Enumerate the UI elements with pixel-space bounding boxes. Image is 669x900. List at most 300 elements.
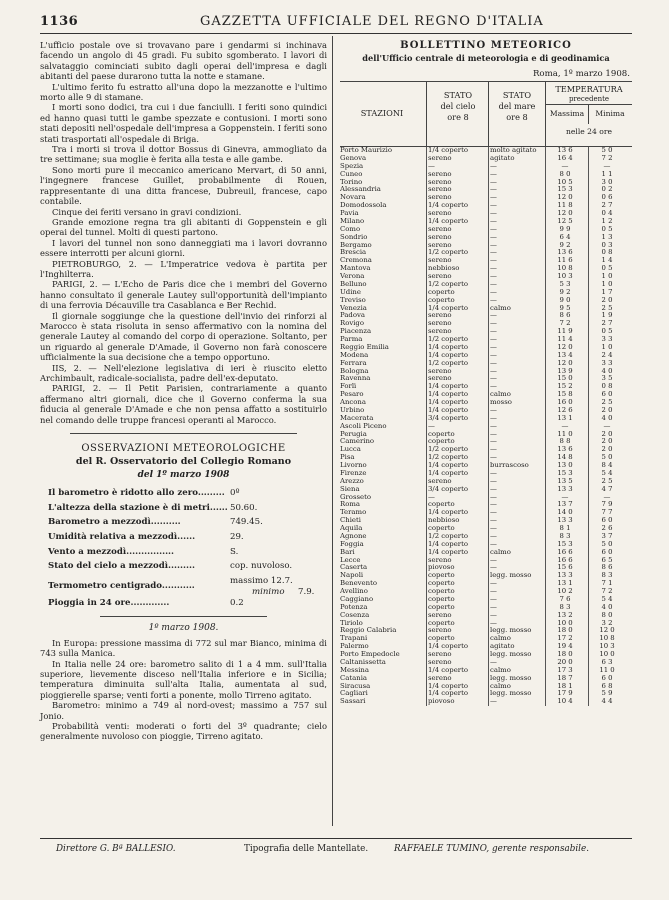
temp-max: 20 0 xyxy=(557,657,573,666)
temp-max: 18 0 xyxy=(557,626,573,635)
sea-state: — xyxy=(490,217,497,225)
temp-max: 8 0 xyxy=(559,169,571,178)
sea-state: calmo xyxy=(490,666,511,674)
station-name: Forlì xyxy=(340,383,357,391)
station-name: Tiriolo xyxy=(340,619,363,627)
temp-min: 1 9 xyxy=(601,311,613,320)
sea-state: — xyxy=(490,383,497,391)
temp-min: 7 7 xyxy=(601,508,613,517)
sky-state: coperto xyxy=(428,430,455,438)
station-name: Cosenza xyxy=(340,611,370,619)
temp-max: 18 1 xyxy=(557,681,573,690)
station-name: Ascoli Piceno xyxy=(340,422,387,430)
station-name: Foggia xyxy=(340,540,364,548)
sky-state: sereno xyxy=(428,233,452,241)
observation-row xyxy=(40,488,327,503)
sea-state: — xyxy=(490,501,497,509)
bulletin-title: BOLLETTINO METEORICO xyxy=(400,40,572,51)
temp-max: 8 1 xyxy=(559,524,571,532)
temp-min: 4 7 xyxy=(601,484,613,493)
station-name: Milano xyxy=(340,217,365,225)
sky-state: — xyxy=(428,493,435,501)
temp-max: 19 4 xyxy=(557,642,573,651)
temp-max: 9 9 xyxy=(559,224,571,233)
temp-min: 6 5 xyxy=(601,555,613,564)
temp-min: 5 9 xyxy=(601,689,613,698)
sky-state: — xyxy=(428,162,435,170)
observations-date: del 1º marzo 1908 xyxy=(137,469,230,480)
station-name: Sassari xyxy=(340,698,366,706)
temp-max: 18 7 xyxy=(557,673,573,682)
sky-state: sereno xyxy=(428,154,452,162)
station-name: Firenze xyxy=(340,469,367,477)
station-name: Perugia xyxy=(340,430,367,438)
sky-state: 1/4 coperto xyxy=(428,682,468,690)
sea-state: calmo xyxy=(490,635,511,643)
station-name: Arezzo xyxy=(340,477,364,485)
station-name: Reggio Emilia xyxy=(340,343,389,351)
news-article xyxy=(40,40,327,425)
observation-label: Barometro a mezzodì.......... xyxy=(48,517,181,528)
station-name: Teramo xyxy=(340,509,367,517)
observation-value: cop. nuvoloso. xyxy=(230,561,293,572)
sky-state: 1/2 coperto xyxy=(428,532,468,540)
right-column xyxy=(340,40,632,706)
temp-max: 13 6 xyxy=(557,248,573,257)
temp-max: 12 6 xyxy=(557,405,573,414)
column-rule xyxy=(488,147,489,706)
sky-state: sereno xyxy=(428,178,452,186)
sea-state: — xyxy=(490,525,497,532)
header-period: nelle 24 ore xyxy=(566,127,612,136)
observations-note: In Europa: pressione massima di 772 sul mar Bianco, minima di 743 sulla Manica. xyxy=(40,637,327,659)
sea-state: — xyxy=(490,336,497,343)
observations-note: Probabilità venti: moderati o forti del 3º quadrante; cielo generalmente nuvoloso con pioggie, Tirreno agitato. xyxy=(40,721,327,742)
temp-max: 14 0 xyxy=(557,508,573,517)
station-name: Modena xyxy=(340,351,369,359)
temp-max: 13 5 xyxy=(557,476,573,485)
station-name: Chieti xyxy=(340,517,361,525)
sky-state: 1/4 coperto xyxy=(428,540,468,548)
temp-max: 15 2 xyxy=(557,382,573,391)
sea-state: agitato xyxy=(490,643,515,651)
station-name: Ravenna xyxy=(340,375,371,383)
station-name: Palermo xyxy=(340,643,369,651)
temp-min: 2 5 xyxy=(601,476,613,485)
sky-state: 1/4 coperto xyxy=(428,351,468,359)
page-number: 1136 xyxy=(40,14,79,29)
sea-state: — xyxy=(490,312,497,320)
temp-max: 14 8 xyxy=(557,453,573,462)
page-footer xyxy=(40,844,632,858)
sky-state: 1/4 coperto xyxy=(428,666,468,674)
station-name: Domodossola xyxy=(340,202,387,210)
page-header xyxy=(40,14,630,32)
sky-state: 1/4 coperto xyxy=(428,202,468,210)
sky-state: 1/2 coperto xyxy=(428,454,468,462)
temp-min: 7 2 xyxy=(601,587,613,595)
temp-min: 2 0 xyxy=(601,405,613,414)
sea-state: legg. mosso xyxy=(490,674,532,682)
observation-value: S. xyxy=(230,546,239,557)
sea-state: — xyxy=(490,280,497,288)
observation-value: 0.2 xyxy=(230,597,244,608)
article-paragraph: L'ufficio postale ove si trovavano pare i gendarmi si inchinava facendo un angolo di 45 gradi. Fu subito sgomberato. I lavori di salvataggio cominciati subito dagli operai dell'impresa e dagli abitanti del paese durarono tutta la notte e stamane. xyxy=(40,40,327,82)
temp-min: 3 3 xyxy=(601,335,613,343)
temp-max: 8 8 xyxy=(559,437,571,446)
header-min: Minima xyxy=(595,109,625,118)
footer-director: Direttore G. Bª BALLESIO. xyxy=(56,844,176,854)
sky-state: piovoso xyxy=(428,698,455,706)
article-paragraph: I morti sono dodici, tra cui i due fanciulli. I feriti sono quindici ed hanno quasi tutti le gambe spezzate e contusioni. I morti sono stati depositi nell'ospedale dell'impresa a Goppenstein. I feriti sono stati trasportati all'ospedale di Briga. xyxy=(40,102,327,144)
sea-state: — xyxy=(490,367,497,375)
sea-state: — xyxy=(490,233,497,241)
column-rule xyxy=(588,147,589,706)
station-name: Bologna xyxy=(340,367,369,375)
temp-max: 13 3 xyxy=(557,484,573,493)
article-paragraph: PIETROBURGO, 2. — L'Imperatrice vedova è partita per l'Inghilterra. xyxy=(40,258,327,279)
station-name: Treviso xyxy=(340,296,366,304)
article-paragraph: Cinque dei feriti versano in gravi condizioni. xyxy=(52,206,242,217)
temp-max: 10 5 xyxy=(557,177,573,186)
sky-state: coperto xyxy=(428,595,455,603)
sky-state: 1/2 coperto xyxy=(428,446,468,454)
temp-max: 13 9 xyxy=(557,366,573,375)
temp-min: 8 0 xyxy=(601,610,613,619)
temp-min: 1 7 xyxy=(601,287,613,296)
observation-row xyxy=(40,561,327,576)
temp-min: 6 0 xyxy=(601,516,613,525)
temp-min: 1 1 xyxy=(601,169,613,178)
sky-state: 1/2 coperto xyxy=(428,359,468,367)
temp-min: 6 0 xyxy=(601,390,613,399)
temp-max: 15 8 xyxy=(557,390,573,399)
sea-state: — xyxy=(490,210,497,217)
temp-min: 0 5 xyxy=(601,264,613,273)
sea-state: — xyxy=(490,225,497,233)
temp-max: 13 1 xyxy=(557,579,573,588)
station-name: Caltanissetta xyxy=(340,658,386,666)
sky-state: sereno xyxy=(428,273,452,280)
column-divider xyxy=(332,36,333,826)
temp-max: 11 4 xyxy=(557,335,573,343)
station-name: Siena xyxy=(340,485,360,493)
temp-min: 4 0 xyxy=(601,602,613,611)
temp-min: — xyxy=(603,161,611,170)
sea-state: molto agitato xyxy=(490,147,537,154)
sky-state: sereno xyxy=(428,627,452,635)
sea-state: — xyxy=(490,430,497,438)
header-max: Massima xyxy=(549,109,585,118)
article-paragraph: IIS, 2. — Nell'elezione legislativa di ieri è riuscito eletto Archimbault, radicale-socialista, padre dell'ex-deputato. xyxy=(40,362,327,383)
temp-min: 5 4 xyxy=(601,468,613,477)
station-name: Spezia xyxy=(340,162,364,170)
station-name: Sondrio xyxy=(340,233,368,241)
sea-state: — xyxy=(490,422,497,430)
observation-extra-label: minimo xyxy=(252,586,285,597)
temp-min: 0 5 xyxy=(601,327,613,336)
observation-value: 749.45. xyxy=(230,517,263,528)
sea-state: — xyxy=(490,320,497,328)
temp-max: 9 5 xyxy=(559,303,571,312)
temp-min: 0 5 xyxy=(601,224,613,233)
header-sea-line3: ore 8 xyxy=(506,112,528,122)
sea-state: — xyxy=(490,469,497,477)
sky-state: coperto xyxy=(428,635,455,643)
sea-state: — xyxy=(490,446,497,454)
article-paragraph: Il giornale soggiunge che la questione dell'invio dei rinforzi al Marocco è stata risoluta in senso affermativo con la nomina del generale Lautey al comando del corpo di operazione. Soltanto, per un riguardo al generale D'Amade, il Governo non farà conoscere ufficialmente la sua decisione che a tempo opportuno. xyxy=(40,310,327,363)
sky-state: coperto xyxy=(428,501,455,509)
sky-state: piovoso xyxy=(428,564,455,572)
station-name: Lucca xyxy=(340,446,361,454)
station-name: Verona xyxy=(340,273,365,280)
sea-state: — xyxy=(490,241,497,249)
station-name: Caggiano xyxy=(340,595,374,603)
sea-state: — xyxy=(490,288,497,296)
sea-state: — xyxy=(490,414,497,422)
station-name: Belluno xyxy=(340,280,367,288)
sky-state: sereno xyxy=(428,186,452,194)
station-name: Reggio Calabria xyxy=(340,627,397,635)
station-name: Aquila xyxy=(340,525,363,532)
station-name: Torino xyxy=(340,178,363,186)
sky-state: 1/4 coperto xyxy=(428,383,468,391)
observation-row xyxy=(40,598,327,613)
header-sea xyxy=(490,90,544,123)
sea-state: — xyxy=(490,178,497,186)
temp-max: 12 0 xyxy=(557,358,573,367)
temp-max: 13 7 xyxy=(557,500,573,509)
sky-state: sereno xyxy=(428,170,452,178)
observation-label: L'altezza della stazione è di metri...... xyxy=(48,502,228,513)
temp-min: 7 1 xyxy=(601,579,613,588)
temp-max: 7 6 xyxy=(559,594,571,603)
sea-state: — xyxy=(490,375,497,383)
sea-state: burrascoso xyxy=(490,462,529,469)
observation-label: Pioggia in 24 ore............. xyxy=(48,597,170,608)
sea-state: — xyxy=(490,588,497,595)
sky-state: 1/4 coperto xyxy=(428,406,468,414)
sky-state: coperto xyxy=(428,619,455,627)
temp-max: 7 2 xyxy=(559,319,571,328)
article-paragraph: PARIGI, 2. — L'Echo de Paris dice che i membri del Governo hanno consultato il generale Lautey sull'opportunità dell'impianto di una ferrovia Décauville tra Casablanca e Ber Rechid. xyxy=(40,279,327,311)
station-name: Brescia xyxy=(340,249,367,257)
temp-min: 6 3 xyxy=(601,657,613,666)
temp-min: 3 7 xyxy=(601,531,613,540)
station-name: Bari xyxy=(340,548,355,556)
temp-min: 1 0 xyxy=(601,272,613,280)
sky-state: sereno xyxy=(428,651,452,658)
sea-state: — xyxy=(490,580,497,588)
observations-notes-date: 1º marzo 1908. xyxy=(148,623,219,634)
sea-state: — xyxy=(490,351,497,359)
temp-max: 8 6 xyxy=(559,311,571,320)
sky-state: sereno xyxy=(428,328,452,336)
station-name: Avellino xyxy=(340,588,368,595)
header-sky-line3: ore 8 xyxy=(447,112,469,122)
station-name: Bergamo xyxy=(340,241,372,249)
temp-max: 13 1 xyxy=(557,413,573,422)
sea-state: — xyxy=(490,517,497,525)
sea-state: — xyxy=(490,564,497,572)
observation-row xyxy=(40,576,327,598)
temp-min: 5 0 xyxy=(601,146,613,154)
observation-label: Umidità relativa a mezzodì...... xyxy=(48,532,196,543)
temp-min: 3 5 xyxy=(601,374,613,383)
sea-state: — xyxy=(490,186,497,194)
header-sea-line1: STATO xyxy=(502,90,532,100)
sea-state: — xyxy=(490,162,497,170)
temp-max: 11 0 xyxy=(557,429,573,438)
sky-state: sereno xyxy=(428,477,452,485)
sea-state: — xyxy=(490,194,497,202)
station-name: Cuneo xyxy=(340,170,363,178)
temp-min: 2 7 xyxy=(601,201,613,210)
temp-min: 5 0 xyxy=(601,539,613,548)
sky-state: coperto xyxy=(428,603,455,611)
observations-list xyxy=(40,488,327,612)
sky-state: sereno xyxy=(428,674,452,682)
sea-state: — xyxy=(490,619,497,627)
station-name: Caserta xyxy=(340,564,368,572)
sky-state: 1/2 coperto xyxy=(428,249,468,257)
station-name: Como xyxy=(340,225,361,233)
sea-state: — xyxy=(490,170,497,178)
temp-min: 11 0 xyxy=(599,665,615,674)
station-name: Cremona xyxy=(340,257,372,265)
sky-state: sereno xyxy=(428,312,452,320)
temp-max: 15 6 xyxy=(557,563,573,572)
sea-state: — xyxy=(490,595,497,603)
temp-max: — xyxy=(561,492,569,501)
temp-max: 5 3 xyxy=(559,279,571,288)
sea-state: — xyxy=(490,556,497,564)
sea-state: — xyxy=(490,485,497,493)
bulletin-rows xyxy=(340,147,632,706)
header-divider xyxy=(426,82,427,146)
observation-row xyxy=(40,532,327,547)
observation-extra-value: 7.9. xyxy=(298,586,315,597)
temp-max: 16 6 xyxy=(557,547,573,556)
temp-min: 8 3 xyxy=(601,571,613,580)
sky-state: sereno xyxy=(428,241,452,249)
temp-max: 9 2 xyxy=(559,240,571,249)
station-name: Venezia xyxy=(340,304,367,312)
temp-min: 0 8 xyxy=(601,382,613,391)
sky-state: 1/4 coperto xyxy=(428,391,468,399)
sea-state: — xyxy=(490,493,497,501)
sea-state: legg. mosso xyxy=(490,627,532,635)
sea-state: — xyxy=(490,343,497,351)
observation-label: Il barometro è ridotto allo zero......... xyxy=(48,488,225,499)
temp-min: 10 3 xyxy=(599,642,615,651)
sky-state: 1/4 coperto xyxy=(428,548,468,556)
footer-rule xyxy=(40,838,632,839)
temp-max: 18 0 xyxy=(557,650,573,658)
station-name: Porto Empedocle xyxy=(340,651,400,658)
station-name: Padova xyxy=(340,312,365,320)
temp-min: 1 2 xyxy=(601,216,613,225)
observation-label: Vento a mezzodì................ xyxy=(48,546,175,557)
temp-min: 3 3 xyxy=(601,358,613,367)
temp-min: 0 6 xyxy=(601,193,613,202)
temp-min: 6 0 xyxy=(601,547,613,556)
station-name: Livorno xyxy=(340,462,367,469)
station-name: Trapani xyxy=(340,635,368,643)
column-rule xyxy=(545,147,546,706)
sky-state: 1/4 coperto xyxy=(428,217,468,225)
temp-max: — xyxy=(561,421,569,430)
station-name: Parma xyxy=(340,336,363,343)
article-paragraph: L'ultimo ferito fu estratto all'una dopo la mezzanotte e l'ultimo morto alle 9 di stamane. xyxy=(40,81,327,103)
station-name: Piacenza xyxy=(340,328,372,336)
temp-max: 11 6 xyxy=(557,256,573,265)
station-name: Novara xyxy=(340,194,366,202)
sea-state: — xyxy=(490,273,497,280)
temp-min: 2 5 xyxy=(601,303,613,312)
header-sky-line1: STATO xyxy=(443,90,473,100)
sky-state: 1/4 coperto xyxy=(428,469,468,477)
temp-max: 15 0 xyxy=(557,374,573,383)
observation-label: Termometro centigrado........... xyxy=(48,580,195,591)
sea-state: — xyxy=(490,328,497,336)
temp-min: 2 0 xyxy=(601,429,613,438)
sky-state: 1/4 coperto xyxy=(428,343,468,351)
temp-min: 8 6 xyxy=(601,563,613,572)
temp-min: 0 4 xyxy=(601,209,613,217)
observations-note: In Italia nelle 24 ore: barometro salito di 1 a 4 mm. sull'Italia superiore, lievemente disceso nell'Italia inferiore e in Sicilia; temperatura diminuita sull'alta Italia, aumentata al sud, pioggierelle sparse; venti forti a ponente, mollo Tirreno agitato. xyxy=(40,658,327,700)
temp-max: 6 4 xyxy=(559,232,571,241)
temp-max: 13 6 xyxy=(557,146,573,154)
sky-state: sereno xyxy=(428,257,452,265)
temp-min: 2 0 xyxy=(601,445,613,454)
sky-state: coperto xyxy=(428,296,455,304)
sea-state: — xyxy=(490,611,497,619)
station-name: Pisa xyxy=(340,454,355,462)
sea-state: — xyxy=(490,359,497,367)
footer-manager: RAFFAELE TUMINO, gerente responsabile. xyxy=(394,844,589,854)
temp-min: 1 3 xyxy=(601,232,613,241)
temp-min: 2 6 xyxy=(601,524,613,532)
article-paragraph: PARIGI, 2. — Il Petit Parisien, contrariamente a quanto affermano altri giornali, dice che il Governo conferma la sua fiducia al generale D'Amade e che non pensa affatto a sostituirlo nel comando delle truppe francesi operanti al Marocco. xyxy=(40,383,327,425)
sea-state: legg. mosso xyxy=(490,651,532,658)
temp-max: 8 3 xyxy=(559,602,571,611)
sky-state: sereno xyxy=(428,210,452,217)
sky-state: sereno xyxy=(428,225,452,233)
header-stations: STAZIONI xyxy=(360,108,404,118)
temp-min: 1 0 xyxy=(601,279,613,288)
observation-value: 29. xyxy=(230,532,244,543)
sea-state: agitato xyxy=(490,154,515,162)
station-name: Urbino xyxy=(340,406,365,414)
sea-state: legg. mosso xyxy=(490,690,532,698)
station-name: Siracusa xyxy=(340,682,371,690)
temp-min: — xyxy=(603,492,611,501)
observation-row xyxy=(40,547,327,562)
station-name: Ancona xyxy=(340,399,366,406)
temp-max: 10 0 xyxy=(557,618,573,627)
temp-min: 6 8 xyxy=(601,681,613,690)
temp-min: 0 2 xyxy=(601,185,613,194)
article-paragraph: Tra i morti si trova il dottor Bossus di Ginevra, ammogliato da tre settimane; sua moglie è ferita alla testa e alle gambe. xyxy=(40,144,327,165)
temp-min: 2 5 xyxy=(601,398,613,406)
newspaper-title: GAZZETTA UFFICIALE DEL REGNO D'ITALIA xyxy=(200,14,544,29)
temp-min: 2 4 xyxy=(601,350,613,359)
sky-state: sereno xyxy=(428,194,452,202)
header-temp-title: TEMPERATURA xyxy=(555,84,623,94)
temp-max: 17 2 xyxy=(557,634,573,643)
sea-state: — xyxy=(490,603,497,611)
